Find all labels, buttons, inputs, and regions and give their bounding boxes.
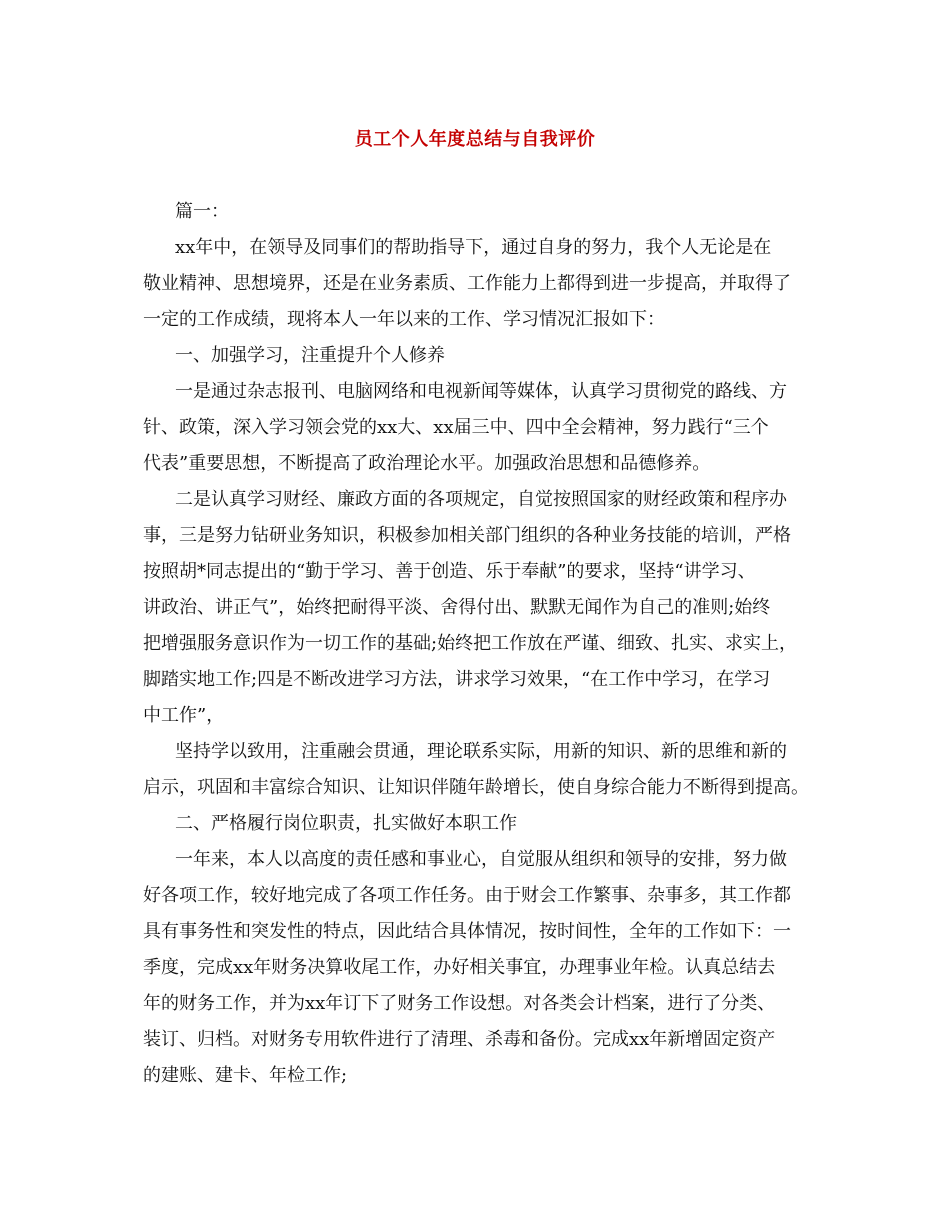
paragraph-line: 针、政策，深入学习领会党的xx大、xx届三中、四中全会精神，努力践行“三个 [143,417,769,438]
document-body [143,194,823,1094]
paragraph-line: 的建账、建卡、年检工作; [143,1065,348,1086]
paragraph-line: 启示，巩固和丰富综合知识、让知识伴随年龄增长，使自身综合能力不断得到提高。 [143,777,809,798]
paragraph-line: 代表”重要思想，不断提高了政治理论水平。加强政治思想和品德修养。 [143,453,711,474]
paragraph-line: 坚持学以致用，注重融会贯通，理论联系实际，用新的知识、新的思维和新的 [175,741,787,762]
section-label: 篇一： [175,201,229,222]
paragraph-line: 脚踏实地工作;四是不断改进学习方法，讲求学习效果，“在工作中学习，在学习 [143,669,771,690]
paragraph-line: 年的财务工作，并为xx年订下了财务工作设想。对各类会计档案，进行了分类、 [143,993,776,1014]
section-heading: 一、加强学习，注重提升个人修养 [175,345,445,366]
paragraph-line: 敬业精神、思想境界，还是在业务素质、工作能力上都得到进一步提高，并取得了 [143,273,791,294]
paragraph-line: 二是认真学习财经、廉政方面的各项规定，自觉按照国家的财经政策和程序办 [175,489,787,510]
paragraph-line: 讲政治、讲正气”，始终把耐得平淡、舍得付出、默默无闻作为自己的准则;始终 [143,597,771,618]
paragraph-line: 好各项工作，较好地完成了各项工作任务。由于财会工作繁事、杂事多，其工作都 [143,885,791,906]
paragraph-line: 一是通过杂志报刊、电脑网络和电视新闻等媒体，认真学习贯彻党的路线、方 [175,381,787,402]
paragraph-line: 事，三是努力钻研业务知识，积极参加相关部门组织的各种业务技能的培训，严格 [143,525,791,546]
paragraph-line: xx年中，在领导及同事们的帮助指导下，通过自身的努力，我个人无论是在 [175,237,772,258]
paragraph-line: 把增强服务意识作为一切工作的基础;始终把工作放在严谨、细致、扎实、求实上， [143,633,798,654]
paragraph-line: 中工作”， [143,705,225,726]
paragraph-line: 一定的工作成绩，现将本人一年以来的工作、学习情况汇报如下： [143,309,665,330]
paragraph-line: 具有事务性和突发性的特点，因此结合具体情况，按时间性，全年的工作如下：一 [143,921,791,942]
document-title: 员工个人年度总结与自我评价 [354,129,596,150]
paragraph-line: 装订、归档。对财务专用软件进行了清理、杀毒和备份。完成xx年新增固定资产 [143,1029,776,1050]
section-heading: 二、严格履行岗位职责，扎实做好本职工作 [175,813,517,834]
paragraph-line: 一年来，本人以高度的责任感和事业心，自觉服从组织和领导的安排，努力做 [175,849,787,870]
paragraph-line: 季度，完成xx年财务决算收尾工作，办好相关事宜，办理事业年检。认真总结去 [143,957,776,978]
paragraph-line: 按照胡*同志提出的“勤于学习、善于创造、乐于奉献”的要求，坚持“讲学习、 [143,561,756,582]
